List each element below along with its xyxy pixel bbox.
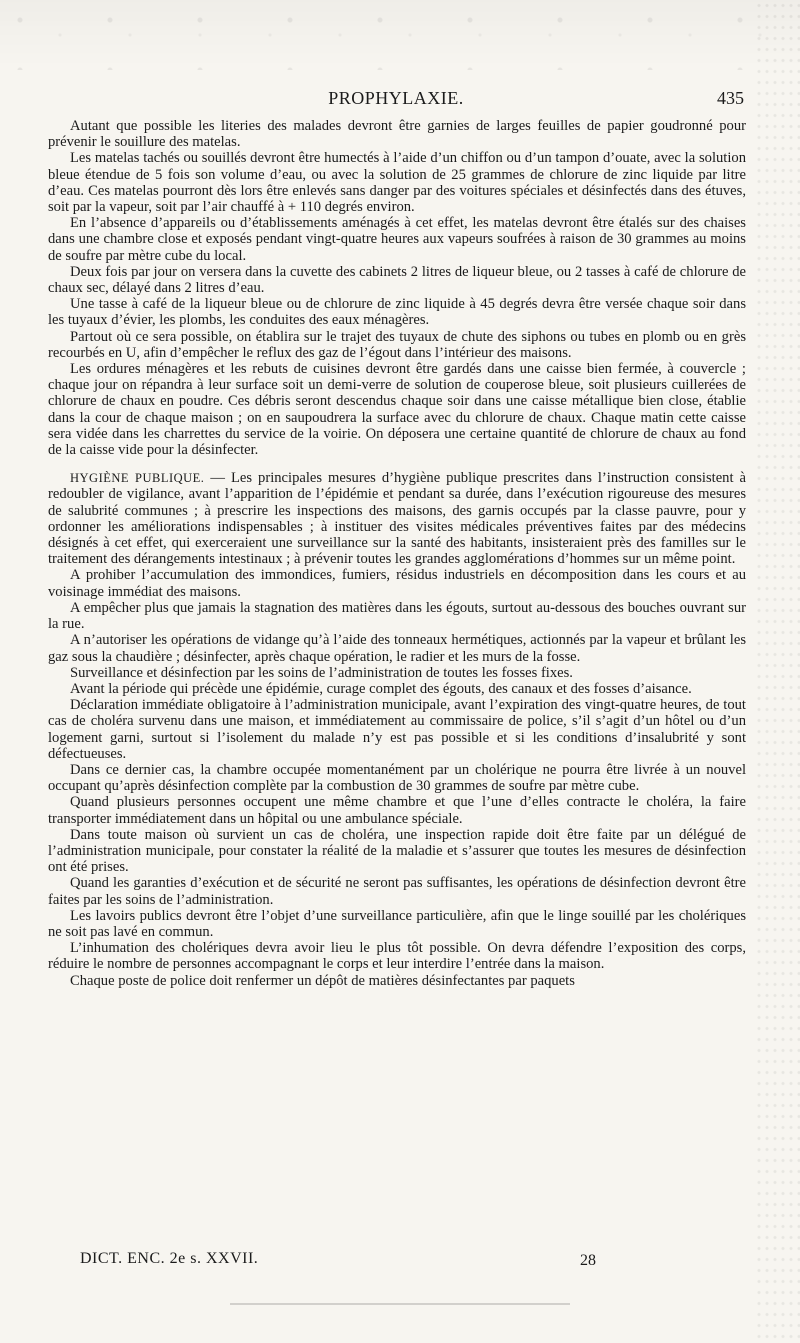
scan-noise-top: [0, 0, 800, 70]
paragraph: Partout où ce sera possible, on établira sur le trajet des tuyaux de chute des siphons ou tubes en plomb ou en grès recourbés en U, afin d’empêcher le reflux des gaz de l’égout dans l’intérieur des maisons.: [48, 328, 746, 361]
paragraph: Quand plusieurs personnes occupent une même chambre et que l’une d’elles contracte le choléra, la faire transporter immédiatement dans un hôpital ou une ambulance spéciale.: [48, 794, 746, 827]
paragraph: Les ordures ménagères et les rebuts de cuisines devront être gardés dans une caisse bien fermée, à couvercle ; chaque jour on répandra à leur surface soit un demi-verre de solution de couperose bleue, soit plusieurs cuillerées de chlorure de chaux en poudre. Ces débris seront descendus chaque soir dans une caisse métallique bien close, établie dans la cour de chaque maison ; on en saupoudrera la surface avec du chlorure de chaux. Chaque matin cette caisse sera vidée dans les charrettes du service de la voirie. On déposera une certaine quantité de chlorure de chaux au fond de la caisse vide pour la désinfecter.: [48, 361, 746, 459]
paragraph: Déclaration immédiate obligatoire à l’administration municipale, avant l’expiration des vingt-quatre heures, de tout cas de choléra survenu dans une maison, et immédiatement au commissaire de police, s’il s’agit d’un hôtel ou d’un logement garni, surtout si l’isolement du malade n’y est pas possible et si les conditions d’insalubrité y sont défectueuses.: [48, 697, 746, 762]
running-title: PROPHYLAXIE.: [328, 88, 464, 108]
paragraph: Avant la période qui précède une épidémie, curage complet des égouts, des canaux et des fosses d’aisance.: [70, 680, 692, 697]
section-paragraph: [48, 470, 746, 567]
paragraph: Autant que possible les literies des malades devront être garnies de larges feuilles de papier goudronné pour prévenir le souillure des matelas.: [48, 118, 746, 151]
page-number: 435: [717, 88, 744, 108]
page-footer: [80, 1250, 640, 1274]
bottom-scan-mark: [230, 1303, 570, 1305]
paragraph: Une tasse à café de la liqueur bleue ou de chlorure de zinc liquide à 45 degrés devra être versée chaque soir dans les tuyaux d’évier, les plombs, les conduites des eaux ménagères.: [48, 296, 746, 329]
paragraph: Deux fois par jour on versera dans la cuvette des cabinets 2 litres de liqueur bleue, ou 2 tasses à café de chlorure de chaux sec, délayé dans 2 litres d’eau.: [48, 263, 746, 297]
paragraph: Les lavoirs publics devront être l’objet d’une surveillance particulière, afin que le linge souillé par les cholériques ne soit pas lavé en commun.: [48, 907, 746, 940]
scan-noise-right: [755, 0, 800, 1343]
signature-mark: DICT. ENC. 2e s. XXVII.: [80, 1250, 259, 1267]
paragraph: Chaque poste de police doit renfermer un dépôt de matières désinfectantes par paquets: [70, 972, 575, 989]
paragraph: L’inhumation des cholériques devra avoir lieu le plus tôt possible. On devra défendre l’exposition des corps, réduire le nombre de personnes accompagnant le corps et leur interdire l’entrée dans la maison.: [48, 940, 746, 973]
paragraph: En l’absence d’appareils ou d’établissements aménagés à cet effet, les matelas devront être étalés sur des chaises dans une chambre close et exposés pendant vingt-quatre heures aux vapeurs soufrées à raison de 30 grammes au moins de soufre par mètre cube du local.: [48, 215, 746, 264]
paragraph: Quand les garanties d’exécution et de sécurité ne seront pas suffisantes, les opérations de désinfection devront être faites par les soins de l’administration.: [48, 875, 746, 908]
section-gap: [48, 458, 746, 470]
paragraph: A empêcher plus que jamais la stagnation des matières dans les égouts, surtout au-dessous des bouches ouvrant sur la rue.: [48, 599, 746, 633]
section-intro: — Les principales mesures d’hygiène publique prescrites dans l’instruction consistent à redoubler de vigilance, avant l’apparition de l’épidémie et pendant sa durée, dans l’exécution rigoureuse des mesures de salubrité communes ; à prescrire les inspections des maisons, des garnis occupés par la classe pauvre, pour y ordonner les améliorations indispensables ; à instituer des visites médicales préventives faites par des médecins désignés à cet effet, qui exerceraient une surveillance sur la santé des habitants, insisteraient près des familles sur le traitement des dérangements intestinaux ; à prévenir toutes les grandes agglomérations d’hommes sur un même point.: [48, 470, 746, 568]
paragraph: A prohiber l’accumulation des immondices, fumiers, résidus industriels en décomposition dans les cours et au voisinage immédiat des maisons.: [48, 567, 746, 600]
paragraph: Dans ce dernier cas, la chambre occupée momentanément par un cholérique ne pourra être livrée à un nouvel occupant qu’après désinfection complète par la combustion de 30 grammes de soufre par mètre cube.: [48, 761, 746, 795]
paragraph: Dans toute maison où survient un cas de choléra, une inspection rapide doit être faite par un délégué de l’administration municipale, pour constater la réalité de la maladie et s’assurer que toutes les mesures de désinfection ont été prises.: [48, 826, 746, 876]
paragraph: Les matelas tachés ou souillés devront être humectés à l’aide d’un chiffon ou d’un tampon d’ouate, avec la solution bleue étendue de 5 fois son volume d’eau, ou avec la solution de 25 grammes de chlorure de zinc liquide par litre d’eau. Ces matelas pourront dès lors être enlevés sans danger par des voitures spéciales et désinfectés dans des étuves, soit par la vapeur, soit par l’air chauffé à + 110 degrés environ.: [48, 150, 746, 216]
sheet-number: 28: [580, 1252, 596, 1269]
paragraph: Surveillance et désinfection par les soins de l’administration de toutes les fosses fixes.: [70, 664, 573, 681]
page-header: [48, 88, 744, 112]
main-text: [48, 118, 746, 989]
paragraph: A n’autoriser les opérations de vidange qu’à l’aide des tonneaux hermétiques, actionnés par la vapeur et brûlant les gaz sous la chaudière ; désinfecter, après chaque opération, le radier et les murs de la fosse.: [48, 632, 746, 665]
section-label: HYGIÈNE PUBLIQUE.: [70, 471, 205, 486]
